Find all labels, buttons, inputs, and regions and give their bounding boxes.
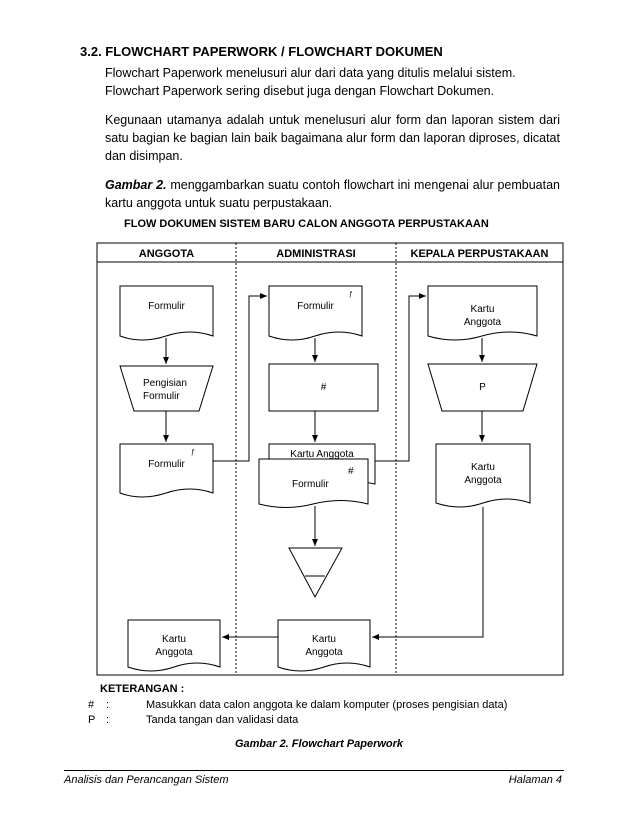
label-kartu-anggota: Kartu Anggota [290, 449, 354, 460]
label-kartu: Kartu [162, 634, 186, 645]
paragraph-kegunaan: Kegunaan utamanya adalah untuk menelusuri alur form dan laporan sistem dari satu bagian ke bagian lain baik bagaimana alur form dan laporan diproses, dicatat dan disimpan. [105, 113, 560, 163]
keterangan-separator: : [106, 699, 110, 711]
label-anggota: Anggota [464, 475, 502, 486]
paragraph-line: Flowchart Paperwork menelusuri alur dari data yang ditulis melalui sistem. [105, 66, 516, 80]
footer-page-number: Halaman 4 [508, 774, 562, 786]
flowchart-title: FLOW DOKUMEN SISTEM BARU CALON ANGGOTA PERPUSTAKAAN [124, 218, 489, 230]
flow-arrow [375, 296, 426, 461]
label-anggota: Anggota [155, 647, 193, 658]
label-pengisian-formulir: Formulir [143, 391, 180, 402]
gambar-reference: Gambar 2. [105, 178, 167, 192]
label-anggota: Anggota [463, 317, 502, 328]
column-header-administrasi: ADMINISTRASI [276, 248, 356, 260]
section-heading: 3.2. FLOWCHART PAPERWORK / FLOWCHART DOKUMEN [80, 44, 443, 59]
keterangan-title: KETERANGAN : [100, 683, 185, 695]
label-anggota: Anggota [305, 647, 343, 658]
document-shape-formulir [120, 286, 213, 340]
label-kartu: Kartu [312, 634, 336, 645]
label-kartu: Kartu [470, 304, 495, 315]
file-storage-triangle [289, 548, 342, 597]
column-header-kepala-perpustakaan: KEPALA PERPUSTAKAAN [410, 248, 549, 260]
keterangan-text: Masukkan data calon anggota ke dalam komputer (proses pengisian data) [146, 699, 508, 711]
footer-title: Analisis dan Perancangan Sistem [64, 774, 229, 786]
flow-arrow [372, 507, 483, 637]
keterangan-item [88, 699, 507, 711]
fold-mark: ƒ [191, 449, 195, 456]
figure-caption: Gambar 2. Flowchart Paperwork [234, 738, 404, 750]
flow-arrow [213, 296, 267, 461]
footer-divider [64, 770, 564, 771]
keterangan-symbol: # [88, 699, 95, 711]
label-p-process: P [479, 382, 486, 393]
paragraph-line: Flowchart Paperwork sering disebut juga dengan Flowchart Dokumen. [105, 84, 495, 98]
label-formulir: Formulir [148, 301, 185, 312]
column-header-anggota: ANGGOTA [138, 248, 195, 260]
keterangan-text: Tanda tangan dan validasi data [146, 714, 299, 726]
gambar-description: menggambarkan suatu contoh flowchart ini mengenai alur pembuatan kartu anggota untuk suatu perpustakaan. [105, 178, 561, 210]
label-hash-process: # [320, 382, 327, 393]
label-pengisian: Pengisian [143, 378, 187, 389]
keterangan-separator: : [106, 714, 110, 726]
label-hash-mark: # [348, 466, 354, 477]
label-formulir: Formulir [297, 301, 334, 312]
label-kartu: Kartu [471, 462, 495, 473]
label-formulir-stacked: Formulir [292, 479, 329, 490]
keterangan-item [88, 714, 298, 726]
label-formulir: Formulir [148, 459, 185, 470]
keterangan-symbol: P [88, 714, 96, 726]
fold-mark: ƒ [349, 291, 353, 298]
